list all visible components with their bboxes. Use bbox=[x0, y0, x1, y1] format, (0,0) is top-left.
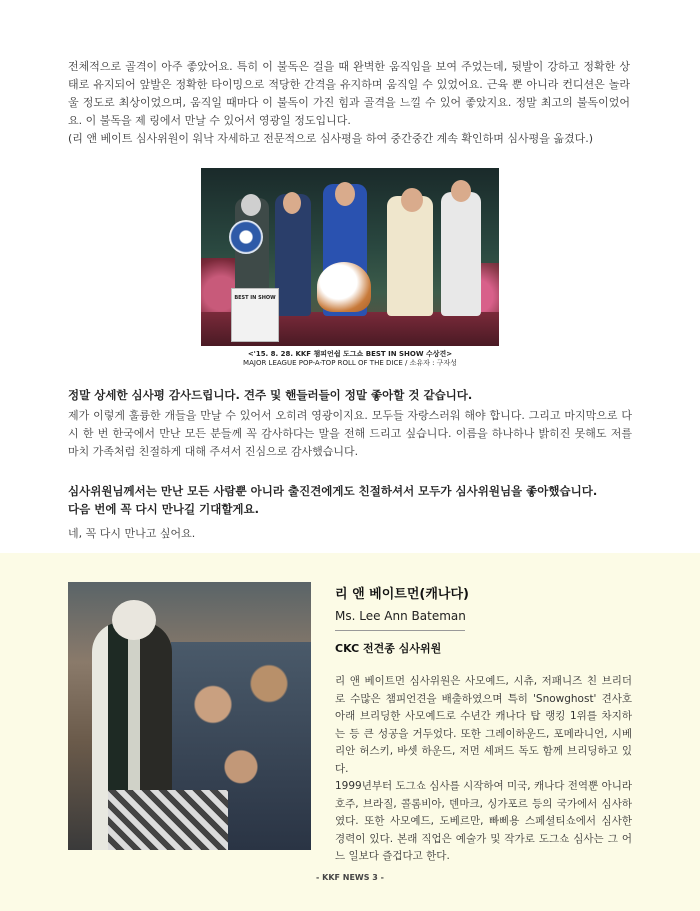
bulldog bbox=[317, 262, 371, 312]
intro-paragraph: 전체적으로 골격이 아주 좋았어요. 특히 이 불독은 걸을 때 완벽한 움직임을 보여 주었는데, 뒷발이 강하고 정확한 상태로 유지되어 앞발은 정확한 타이밍으로 적당한 간격을 유지하며 움직일 수 있었어요. 근육 뿐 아니라 컨디션은 놀라울 정도로 최상이었으며, 움직일 때마다 이 불독이 가진 힘과 골격을 느낄 수 있어 좋았지요. 정말 최고의 불독이었어요. 이 불독을 제 링에서 만날 수 있어서 영광일 정도입니다. bbox=[68, 60, 630, 127]
question-2-line-2: 다음 번에 꼭 다시 만나길 기대할게요. bbox=[68, 502, 260, 516]
qa-block-1 bbox=[68, 386, 632, 461]
person-4 bbox=[387, 196, 433, 316]
judge-bio bbox=[335, 673, 632, 866]
judge-role: CKC 전견종 심사위원 bbox=[335, 642, 442, 655]
judge-name-english: Ms. Lee Ann Bateman bbox=[335, 609, 466, 623]
question-2-line-1: 심사위원님께서는 만난 모든 사람뿐 아니라 출진견에게도 친절하셔서 모두가 심사위원님을 좋아했습니다. bbox=[68, 484, 598, 498]
interview-intro bbox=[68, 58, 630, 148]
answer-2: 네, 꼭 다시 만나고 싶어요. bbox=[68, 527, 196, 540]
bio-paragraph-2: 1999년부터 도그쇼 심사를 시작하여 미국, 캐나다 전역뿐 아니라 호주, 브라질, 콜롬비아, 덴마크, 싱가포르 등의 국가에서 심사하였다. 또한 사모예드, 도베르만, 빠삐용 스페셜티쇼에서 심사한 경력이 있다. 본래 직업은 예술가 및 작가로 도그쇼 심사는 그 어느 일보다 즐겁다고 한다. bbox=[335, 780, 632, 862]
person-1-head bbox=[241, 194, 261, 216]
judge-name-korean: 리 앤 베이트먼(캐나다) bbox=[335, 587, 469, 602]
qa-block-2 bbox=[68, 482, 632, 543]
judge-profile bbox=[335, 586, 632, 866]
caption-line-1: <'15. 8. 28. KKF 챔피언쉽 도그쇼 BEST IN SHOW 수상견> bbox=[247, 350, 453, 358]
person-4-head bbox=[401, 188, 423, 212]
photo-caption bbox=[201, 350, 499, 368]
question-1: 정말 상세한 심사평 감사드립니다. 견주 및 핸들러들이 정말 좋아할 것 같습니다. bbox=[68, 388, 473, 402]
judge-head bbox=[112, 600, 156, 640]
person-5 bbox=[441, 192, 481, 316]
profile-divider bbox=[335, 630, 465, 631]
page-footer: - KKF NEWS 3 - bbox=[316, 873, 384, 882]
best-in-show-board bbox=[231, 288, 279, 342]
rosette-ribbon bbox=[229, 220, 263, 254]
person-2-head bbox=[283, 192, 301, 214]
judge-photo bbox=[68, 582, 311, 850]
best-in-show-photo bbox=[201, 168, 499, 346]
foreground-shirt bbox=[108, 790, 228, 850]
caption-line-2: MAJOR LEAGUE POP-A-TOP ROLL OF THE DICE / 소유자 : 구자성 bbox=[243, 359, 457, 367]
person-5-head bbox=[451, 180, 471, 202]
answer-1: 제가 이렇게 훌륭한 개들을 만날 수 있어서 오히려 영광이지요. 모두들 자랑스러워 해야 합니다. 그리고 마지막으로 다시 한 번 한국에서 만난 모든 분들께 꼭 감사하다는 말을 전해 드리고 싶습니다. 이름을 하나하나 밝히진 못해도 저를 마치 가족처럼 친절하게 대해 주셔서 진심으로 감사했습니다. bbox=[68, 409, 632, 458]
board-text: BEST IN SHOW bbox=[234, 295, 276, 301]
person-3-head bbox=[335, 182, 355, 206]
bio-paragraph-1: 리 앤 베이트먼 심사위원은 사모예드, 시츄, 저패니즈 친 브리더로 수많은 챔피언견을 배출하였으며 특히 'Snowghost' 견사호 아래 브리딩한 사모예드로 수년간 캐나다 탑 랭킹 1위를 차지하는 등 큰 성공을 거두었다. 또한 그레이하운드, 포메라니언, 시베리안 허스키, 바셋 하운드, 저먼 셰퍼드 독도 함께 브리딩하고 있다. bbox=[335, 675, 632, 775]
intro-note: (리 앤 베이트 심사위원이 워낙 자세하고 전문적으로 심사평을 하여 중간중간 계속 확인하며 심사평을 옮겼다.) bbox=[68, 132, 594, 145]
